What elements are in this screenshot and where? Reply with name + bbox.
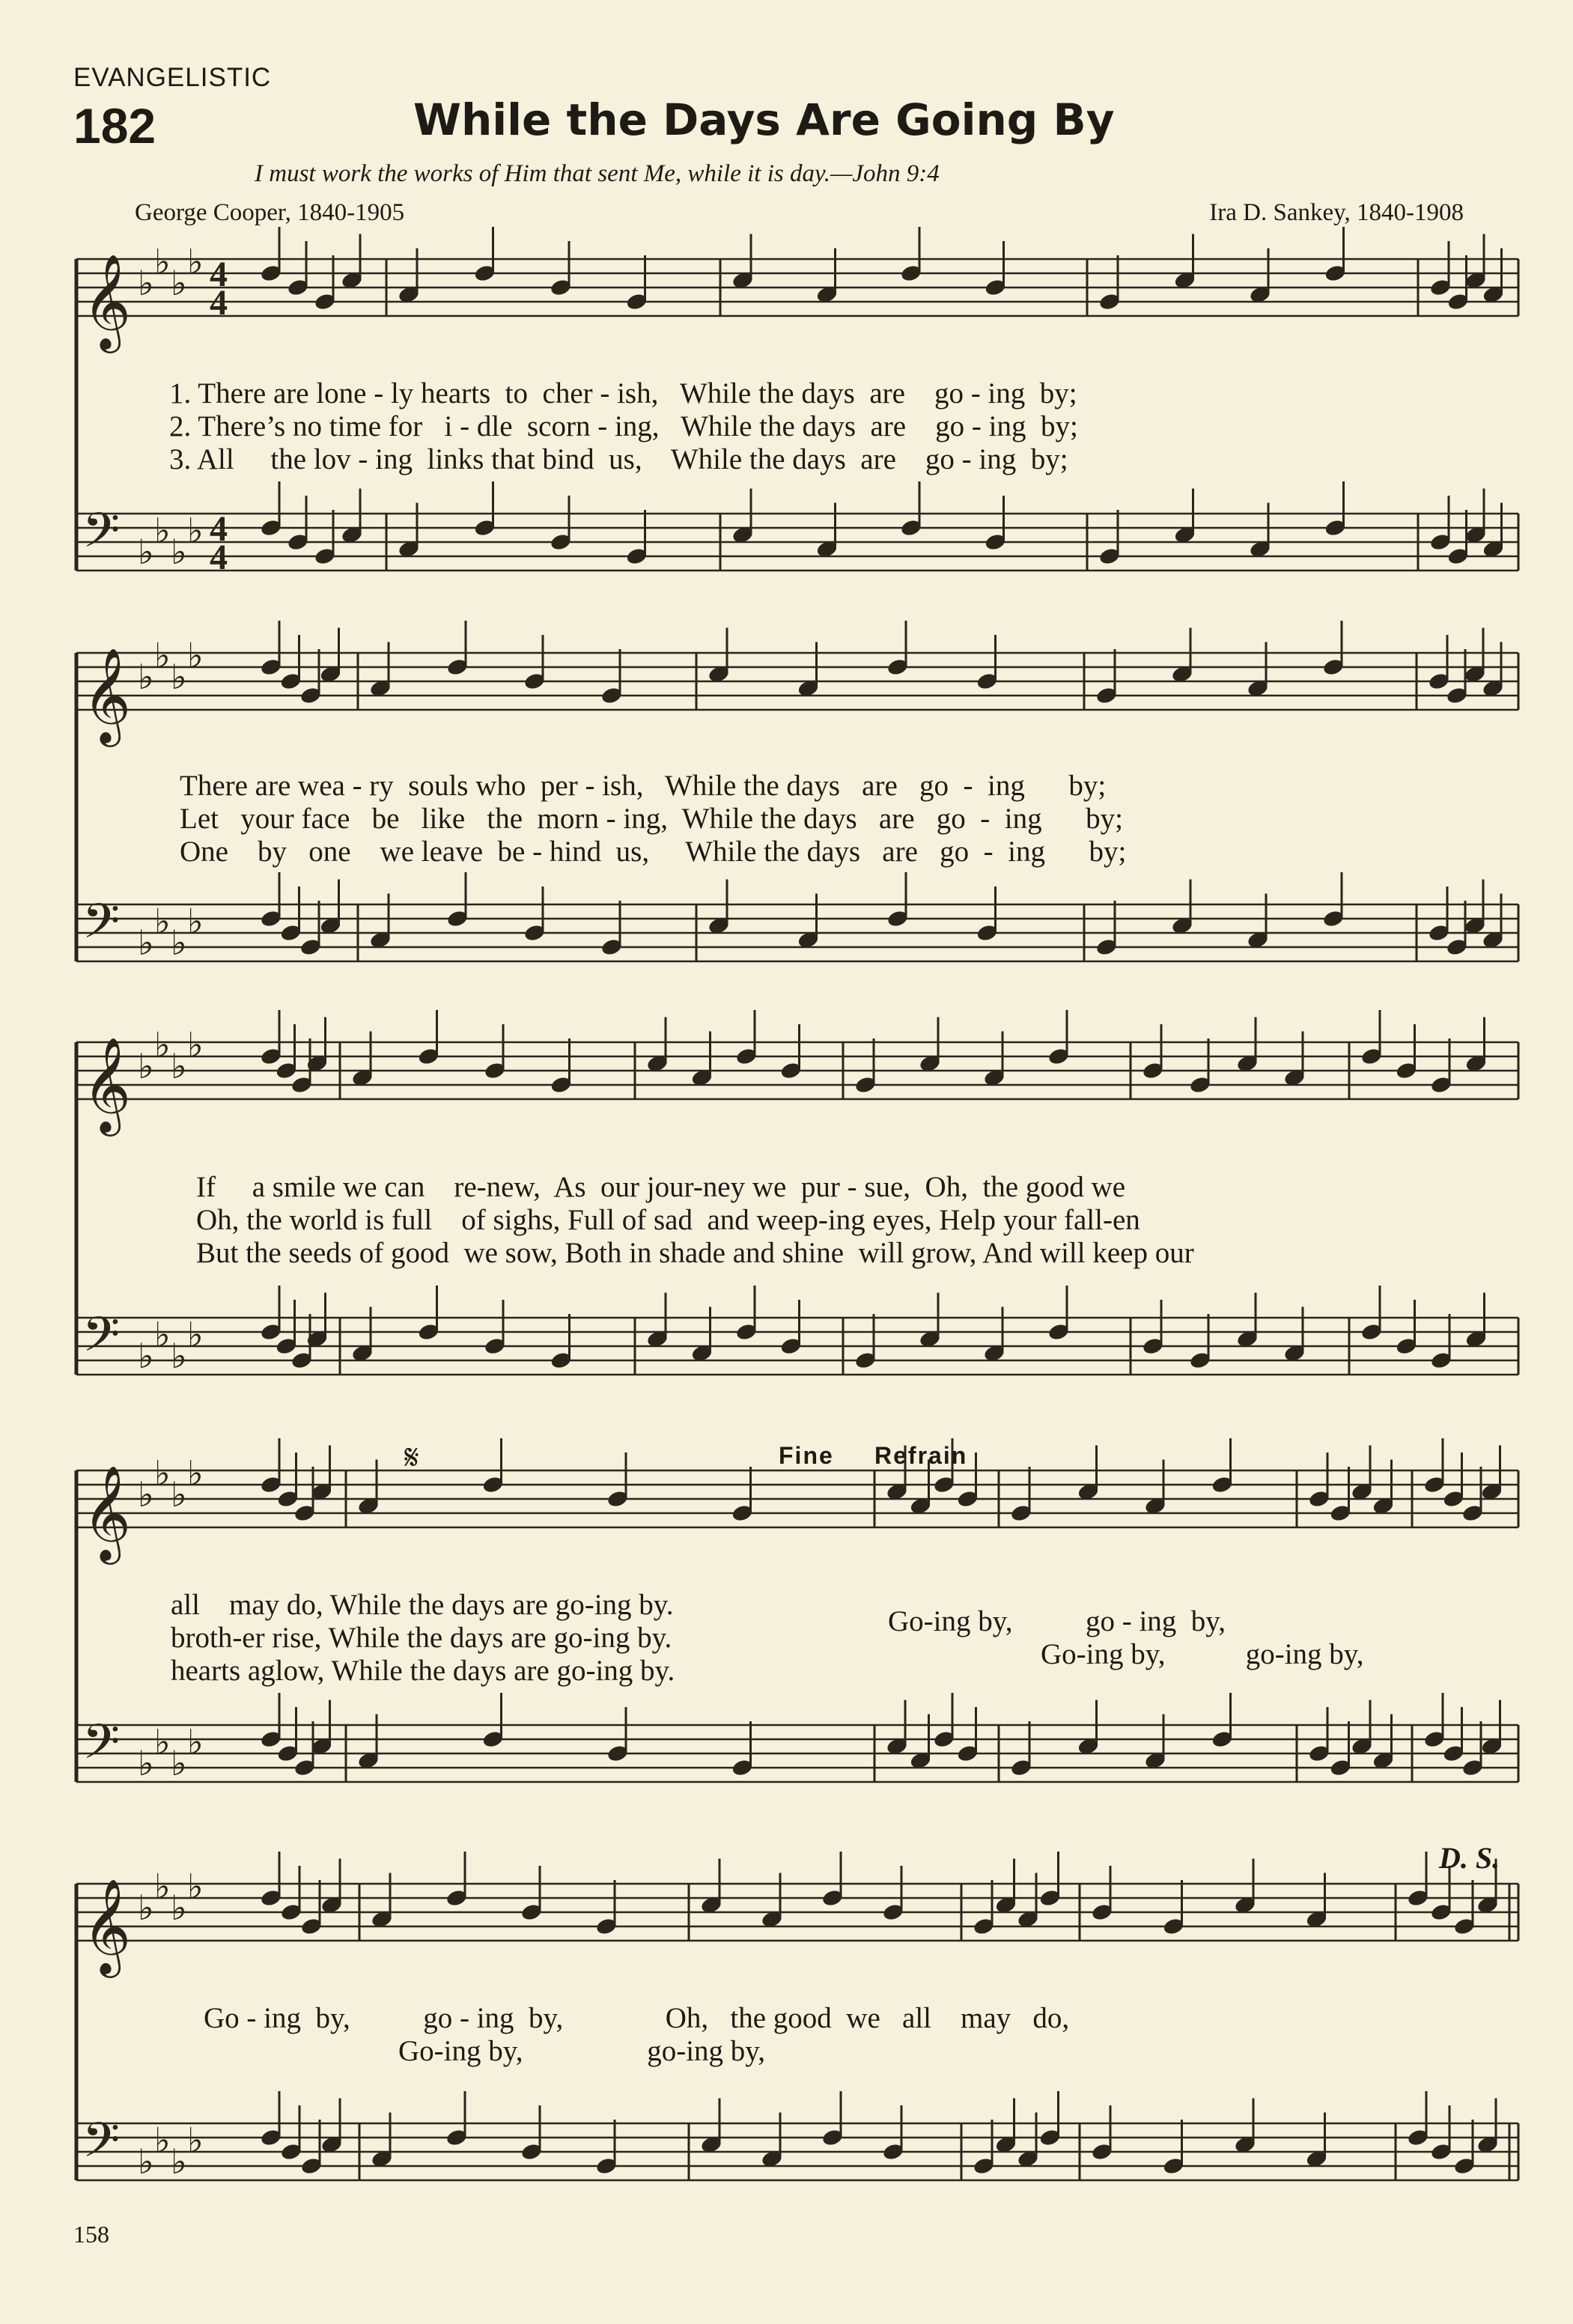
flat-sign-icon: ♭ [187,2120,204,2161]
flat-sign-icon: ♭ [171,2141,187,2182]
bass-clef-icon: 𝄢 [82,503,121,571]
flat-sign-icon: ♭ [171,1743,187,1783]
lyric-s2-v2: Let your face be like the morn - ing, While the days are go - ing by; [180,803,1123,835]
flat-sign-icon: ♭ [187,635,204,676]
treble-clef-icon: 𝄞 [82,1878,132,1974]
flat-sign-icon: ♭ [171,532,187,572]
flat-sign-icon: ♭ [154,635,171,676]
time-signature-numerator: 4 [210,255,228,294]
flat-sign-icon: ♭ [154,2120,171,2161]
lyric-s3-v2: Oh, the world is full of sighs, Full of sad and weep-ing eyes, Help your fall-en [196,1204,1140,1236]
flat-sign-icon: ♭ [171,263,187,303]
flat-sign-icon: ♭ [154,901,171,942]
bass-clef-icon: 𝄢 [82,1715,121,1782]
bass-clef-icon: 𝄢 [82,2113,121,2180]
flat-sign-icon: ♭ [138,657,154,697]
page-number: 158 [73,2221,109,2248]
words-credit: George Cooper, 1840-1905 [135,199,405,226]
flat-sign-icon: ♭ [154,510,171,551]
flat-sign-icon: ♭ [138,1046,154,1086]
flat-sign-icon: ♭ [171,1474,187,1515]
lyric-s1-v2: 2. There’s no time for i - dle scorn - ing, While the days are go - ing by; [169,410,1078,442]
flat-sign-icon: ♭ [187,901,204,942]
flat-sign-icon: ♭ [171,922,187,963]
lyric-s2-v1: There are wea - ry souls who per - ish, While the days are go - ing by; [180,770,1107,802]
lyric-s5-upper: Go - ing by, go - ing by, Oh, the good we all may do, [204,2002,1070,2034]
flat-sign-icon: ♭ [154,1866,171,1907]
lyric-s4-v2: broth-er rise, While the days are go-ing by. [171,1622,672,1654]
segno-sign: 𝄋 [404,1438,419,1476]
lyric-s3-v1: If a smile we can re-new, As our jour-ney we pur - sue, Oh, the good we [196,1171,1126,1203]
music-credit: Ira D. Sankey, 1840-1908 [1209,199,1464,226]
flat-sign-icon: ♭ [171,657,187,697]
lyric-s1-v1: 1. There are lone - ly hearts to cher - ish, While the days are go - ing by; [169,377,1077,410]
flat-sign-icon: ♭ [138,1743,154,1783]
flat-sign-icon: ♭ [138,1474,154,1515]
flat-sign-icon: ♭ [187,1314,204,1355]
flat-sign-icon: ♭ [154,1452,171,1494]
lyric-s4-v1: all may do, While the days are go-ing by. [171,1589,674,1621]
lyric-s4-refrain-lower: Go-ing by, go-ing by, [1041,1638,1364,1670]
time-signature-denominator: 4 [210,538,228,577]
treble-clef-icon: 𝄞 [82,1464,132,1560]
treble-clef-icon: 𝄞 [82,1036,132,1132]
flat-sign-icon: ♭ [187,241,204,282]
flat-sign-icon: ♭ [138,532,154,572]
lyric-s5-lower: Go-ing by, go-ing by, [398,2035,765,2067]
flat-sign-icon: ♭ [171,1046,187,1086]
bass-clef-icon: 𝄢 [82,894,121,961]
flat-sign-icon: ♭ [171,1888,187,1928]
flat-sign-icon: ♭ [187,1452,204,1494]
flat-sign-icon: ♭ [187,1721,204,1762]
flat-sign-icon: ♭ [138,922,154,963]
flat-sign-icon: ♭ [187,1866,204,1907]
lyric-s2-v3: One by one we leave be - hind us, While the days are go - ing by; [180,836,1127,868]
flat-sign-icon: ♭ [154,1721,171,1762]
hymn-title: While the Days Are Going By [413,94,1115,145]
flat-sign-icon: ♭ [154,1314,171,1355]
flat-sign-icon: ♭ [171,1336,187,1376]
flat-sign-icon: ♭ [138,1888,154,1928]
flat-sign-icon: ♭ [187,1024,204,1065]
flat-sign-icon: ♭ [154,241,171,282]
flat-sign-icon: ♭ [154,1024,171,1065]
epigraph: I must work the works of Him that sent Me, while it is day.—John 9:4 [255,160,940,187]
treble-clef-icon: 𝄞 [82,647,132,743]
refrain-marking: Refrain [874,1442,968,1469]
lyric-s4-v3: hearts aglow, While the days are go-ing by. [171,1655,675,1687]
flat-sign-icon: ♭ [138,1336,154,1376]
lyric-s1-v3: 3. All the lov - ing links that bind us, While the days are go - ing by; [169,443,1068,475]
treble-clef-icon: 𝄞 [82,253,132,349]
fine-marking: Fine [779,1442,834,1469]
hymn-number: 182 [73,98,156,153]
flat-sign-icon: ♭ [138,263,154,303]
flat-sign-icon: ♭ [138,2141,154,2182]
time-signature-numerator: 4 [210,509,228,549]
bass-clef-icon: 𝄢 [82,1307,121,1375]
time-signature-denominator: 4 [210,283,228,323]
lyric-s4-refrain-upper: Go-ing by, go - ing by, [888,1605,1226,1637]
section-label: EVANGELISTIC [73,63,272,92]
ds-marking: D. S. [1439,1841,1500,1875]
flat-sign-icon: ♭ [187,510,204,551]
lyric-s3-v3: But the seeds of good we sow, Both in shade and shine will grow, And will keep our [196,1237,1194,1269]
